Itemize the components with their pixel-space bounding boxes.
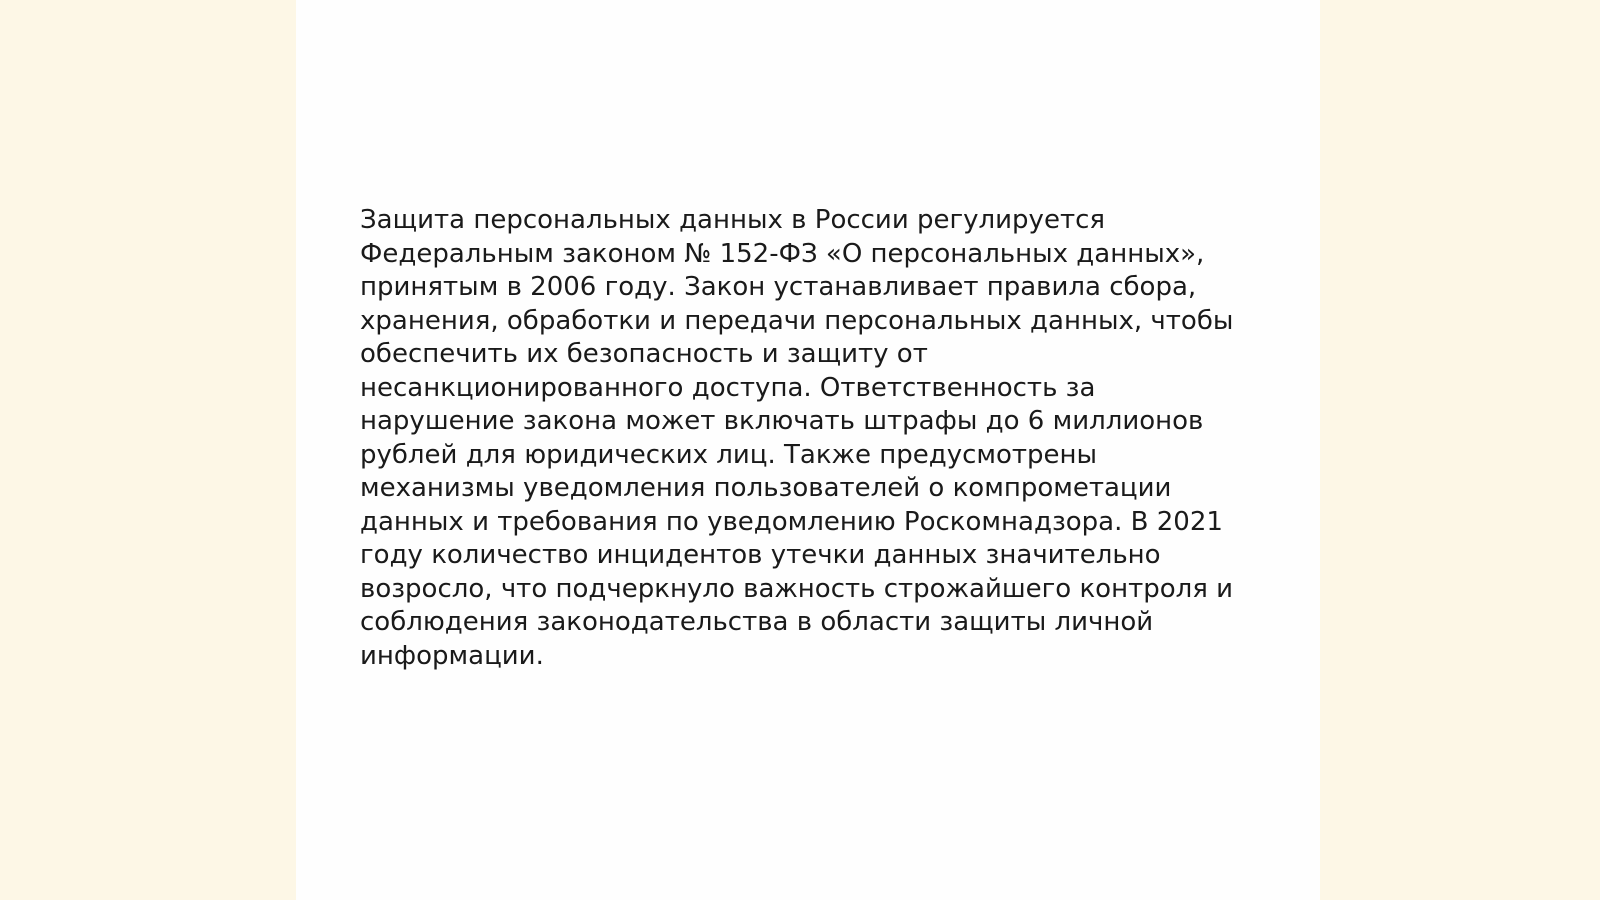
- paragraph-line: обеспечить их безопасность и защиту от: [360, 339, 928, 369]
- paragraph-line: Защита персональных данных в России регулируется: [360, 205, 1106, 235]
- paragraph-line: возросло, что подчеркнуло важность строжайшего контроля и: [360, 573, 1234, 604]
- paragraph-line: принятым в 2006 году. Закон устанавливает правила сбора,: [360, 272, 1197, 302]
- paragraph-line: рублей для юридических лиц. Также предусмотрены: [360, 439, 1098, 470]
- paragraph-line: несанкционированного доступа. Ответственность за: [360, 372, 1096, 403]
- body-paragraph: [360, 204, 1260, 673]
- paragraph-line: году количество инцидентов утечки данных значительно: [360, 540, 1161, 570]
- paragraph-line: данных и требования по уведомлению Роскомнадзора. В 2021: [360, 506, 1223, 537]
- paragraph-line: нарушение закона может включать штрафы до 6 миллионов: [360, 406, 1204, 436]
- paragraph-line: механизмы уведомления пользователей о компрометации: [360, 473, 1172, 503]
- document-page: [296, 0, 1320, 900]
- paragraph-line: информации.: [360, 640, 544, 671]
- paragraph-line: Федеральным законом № 152-ФЗ «О персональных данных»,: [360, 238, 1205, 269]
- paragraph-line: соблюдения законодательства в области защиты личной: [360, 607, 1154, 637]
- paragraph-line: хранения, обработки и передачи персональных данных, чтобы: [360, 305, 1234, 336]
